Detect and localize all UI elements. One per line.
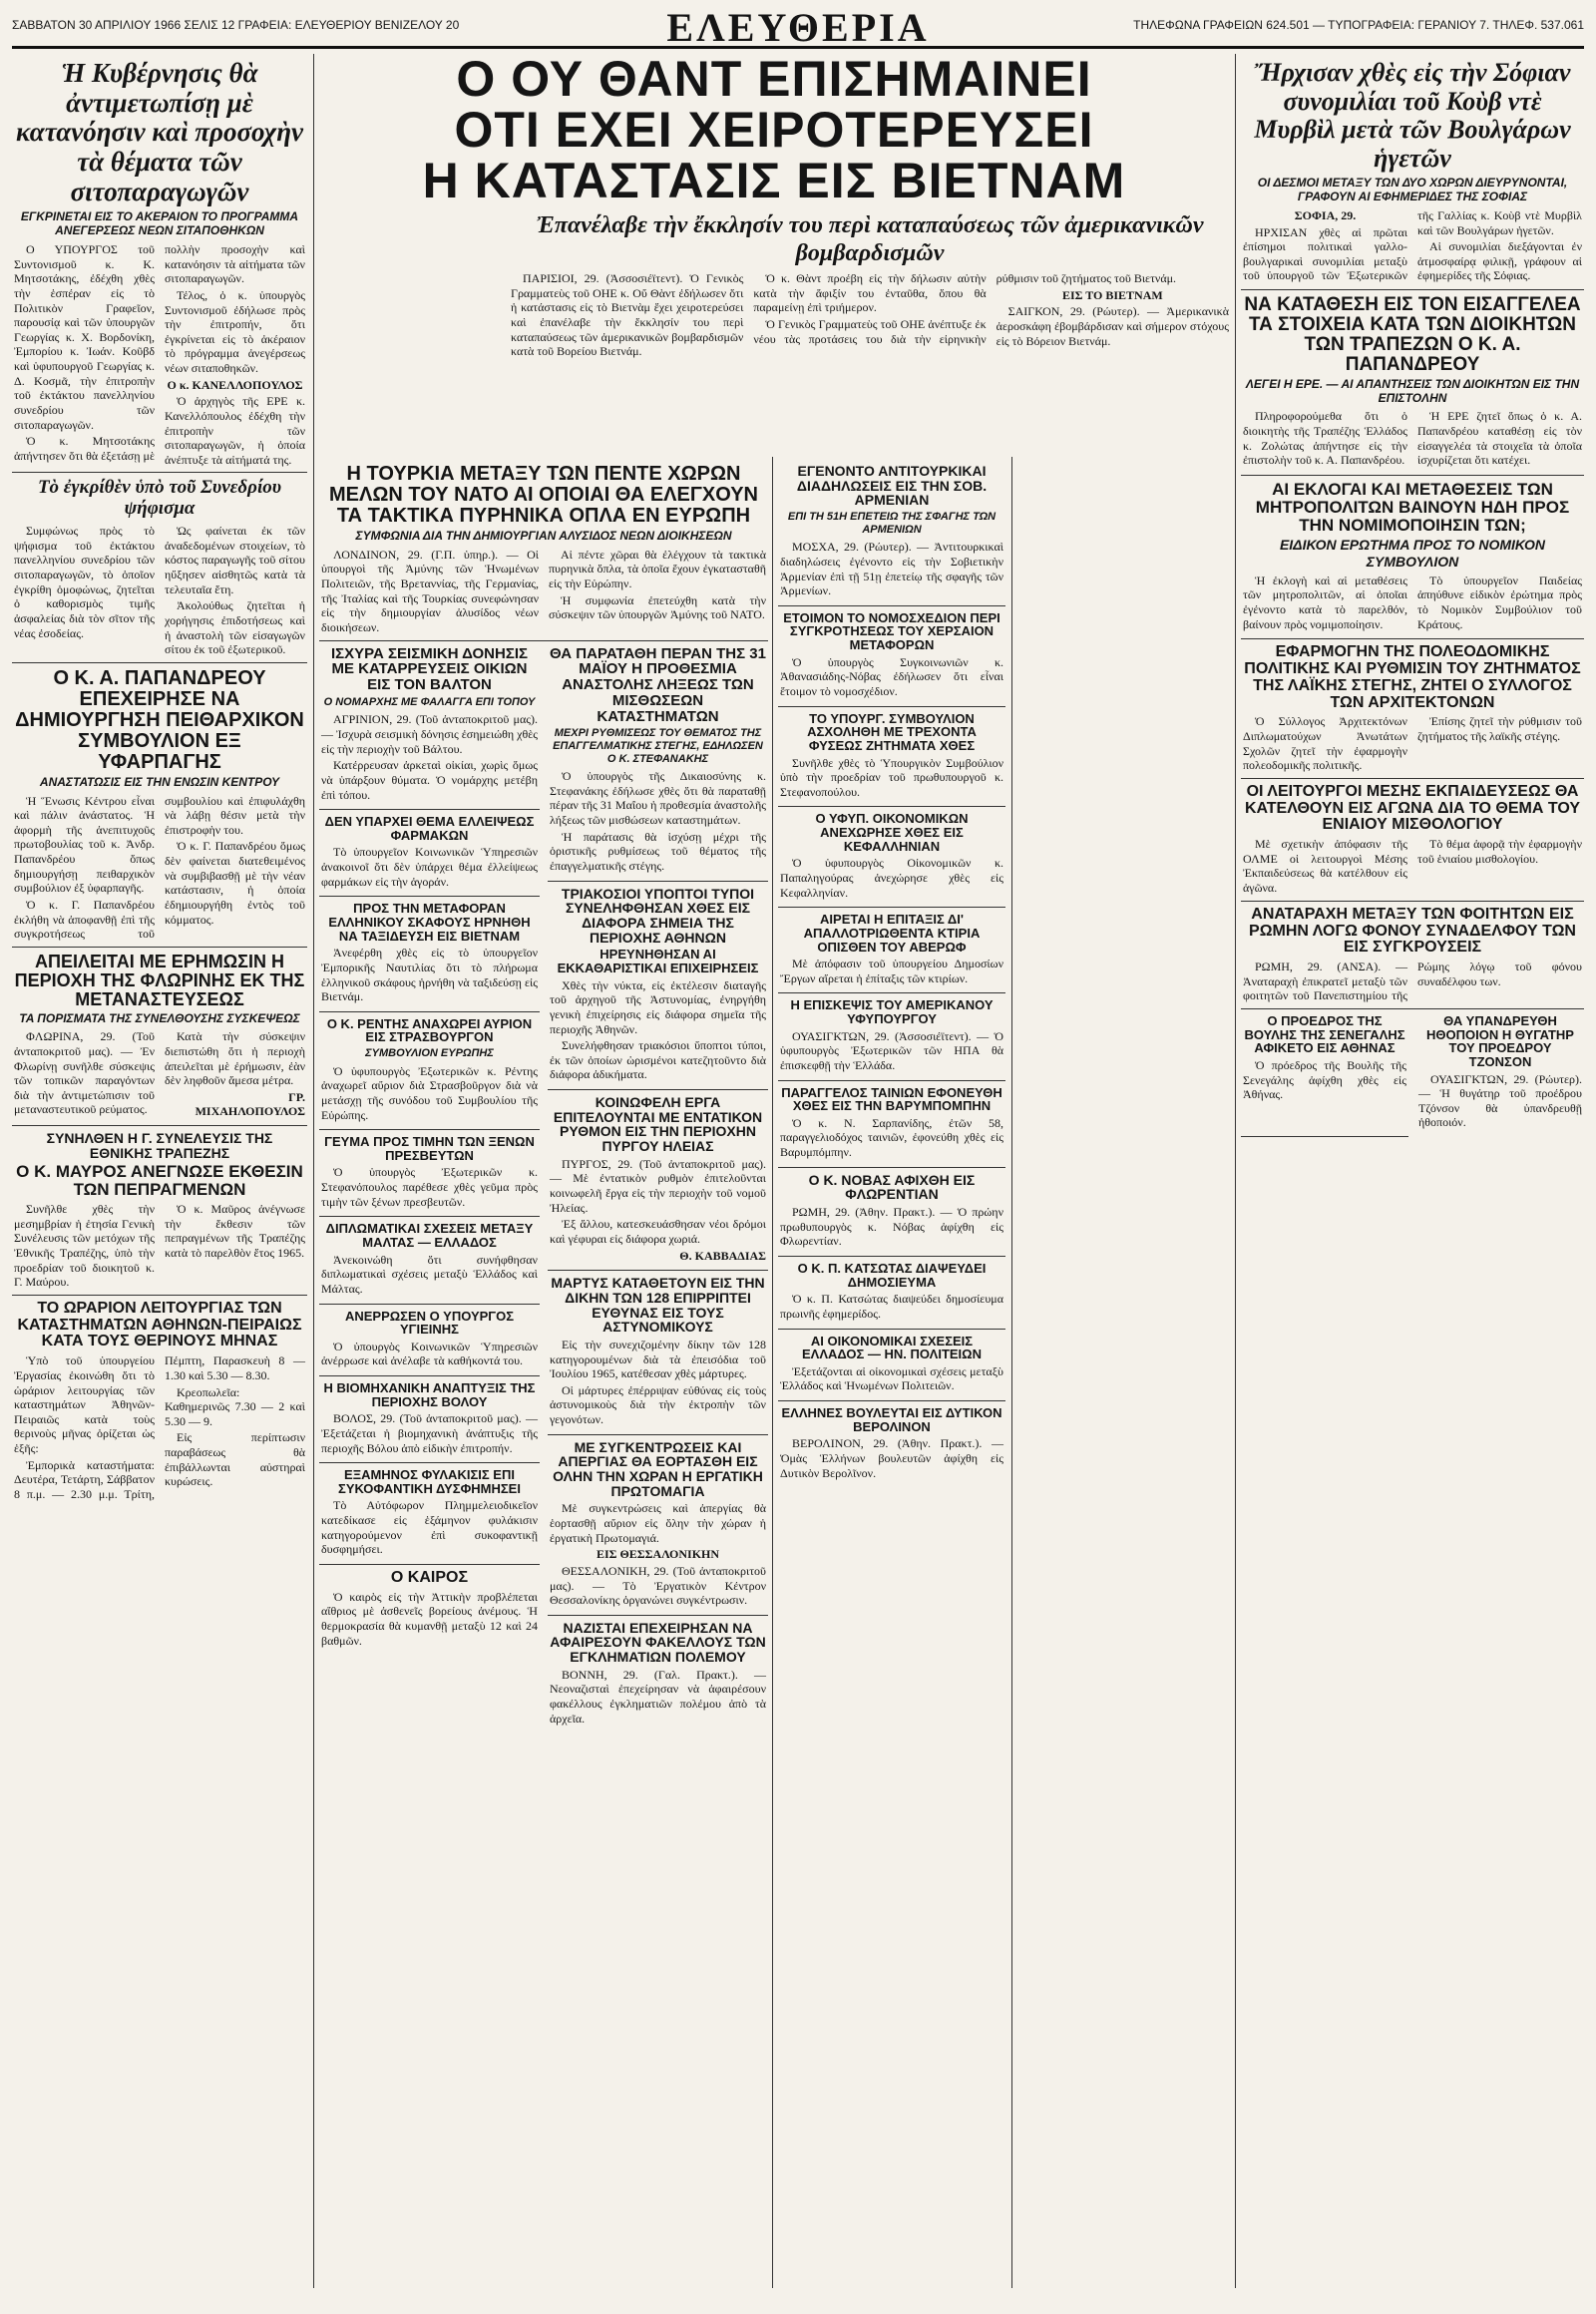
byline: Θ. ΚΑΒΒΑΔΙΑΣ: [679, 1248, 766, 1263]
center-left-column: [319, 459, 768, 2288]
left-column: [12, 54, 307, 2288]
article-novas: [778, 1168, 1005, 1257]
headline: ΕΦΑΡΜΟΓΗΝ ΤΗΣ ΠΟΛΕΟΔΟΜΙΚΗΣ ΠΟΛΙΤΙΚΗΣ ΚΑΙ ΡΥΘΜΙΣΙΝ ΤΟΥ ΖΗΤΗΜΑΤΟΣ ΤΗΣ ΛΑΪΚΗΣ ΣΤΕΓΗΣ, ΖΗΤΕΙ Ο ΣΥΛΛΟΓΟΣ ΤΩΝ ΑΡΧΙΤΕΚΤΟΝΩΝ: [1244, 643, 1581, 711]
headline: Ο ΥΦΥΠ. ΟΙΚΟΝΟΜΙΚΩΝ ΑΝΕΧΩΡΗΣΕ ΧΘΕΣ ΕΙΣ ΚΕΦΑΛΛΗΝΙΑΝ: [815, 811, 969, 854]
paragraph: Ὁ ὑφυπουργὸς Ἐξωτερικῶν κ. Ρέντης ἀναχωρεῖ αὔριον διὰ Στρασβοῦργον διὰ νὰ μετάσχῃ τῆς συνόδου τοῦ Συμβουλίου τῆς Εὐρώπης.: [321, 1063, 538, 1122]
article-varybobi: [778, 1081, 1005, 1168]
article-bouleutai: [778, 1401, 1005, 1487]
headline: ΕΤΟΙΜΟΝ ΤΟ ΝΟΜΟΣΧΕΔΙΟΝ ΠΕΡΙ ΣΥΓΚΡΟΤΗΣΕΩΣ ΤΟΥ ΧΕΡΣΑΙΟΝ ΜΕΤΑΦΟΡΩΝ: [783, 609, 1000, 653]
headline: Ο Κ. Α. ΠΑΠΑΝΔΡΕΟΥ ΕΠΕΧΕΙΡΗΣΕ ΝΑ ΔΗΜΙΟΥΡΓΗΣΗ ΠΕΙΘΑΡΧΙΚΟΝ ΣΥΜΒΟΥΛΙΟΝ ΕΞ ΥΦΑΡΠΑΓΗΣ: [15, 666, 304, 773]
article-volos: [319, 1376, 540, 1463]
paragraph: Ὁ Γενικὸς Γραμματεὺς τοῦ ΟΗΕ ἀνέπτυξε ἐκ νέου τὰς προτάσεις του διὰ τὴν εἰρηνικὴν ρύθμισιν τοῦ ζητήματος τοῦ Βιετνάμ.: [753, 271, 1177, 346]
article-ethniki-trapeza: [12, 1126, 307, 1296]
article-tourkia-nato: [319, 459, 768, 641]
right-column: [1241, 54, 1584, 2288]
headline: ΕΞΑΜΗΝΟΣ ΦΥΛΑΚΙΣΙΣ ΕΠΙ ΣΥΚΟΦΑΝΤΙΚΗ ΔΥΣΦΗΜΗΣΕΙ: [338, 1467, 521, 1496]
headline: Η ΤΟΥΡΚΙΑ ΜΕΤΑΞΥ ΤΩΝ ΠΕΝΤΕ ΧΩΡΩΝ ΜΕΛΩΝ ΤΟΥ ΝΑΤΟ ΑΙ ΟΠΟΙΑΙ ΘΑ ΕΛΕΓΧΟΥΝ ΤΑ ΤΑΚΤΙΚΑ ΠΥΡΗΝΙΚΑ ΟΠΛΑ ΕΝ ΕΥΡΩΠΗ: [329, 463, 758, 527]
headline: Ἡ Κυβέρνησις θὰ ἀντιμετωπίσῃ μὲ κατανόησιν καὶ προσοχὴν τὰ θέματα τῶν σιτοπαραγωγῶν: [15, 58, 304, 206]
article-senegali: [1241, 1009, 1408, 1137]
headline: ΕΓΕΝΟΝΤΟ ΑΝΤΙΤΟΥΡΚΙΚΑΙ ΔΙΑΔΗΛΩΣΕΙΣ ΕΙΣ ΤΗΝ ΣΟΒ. ΑΡΜΕΝΙΑΝ: [796, 463, 988, 509]
headline: Ο ΚΑΙΡΟΣ: [390, 1568, 469, 1586]
headline: Ἤρχισαν χθὲς εἰς τὴν Σόφιαν συνομιλίαι τοῦ Κοὺβ ντὲ Μυρβὶλ μετὰ τῶν Βουλγάρων ἡγετῶν: [1254, 58, 1571, 173]
headline-secondary: Ο Κ. ΜΑΥΡΟΣ ΑΝΕΓΝΩΣΕ ΕΚΘΕΣΙΝ ΤΩΝ ΠΕΠΡΑΓΜΕΝΩΝ: [16, 1162, 303, 1200]
article-malta: [319, 1217, 540, 1304]
banner-headline-line3: Η ΚΑΤΑΣΤΑΣΙΣ ΕΙΣ ΒΙΕΤΝΑΜ: [422, 153, 1126, 208]
paragraph: Κρεοπωλεῖα: Καθημερινῶς 7.30 — 2 καὶ 5.30 — 9.: [165, 1384, 305, 1428]
subheadline: ΤΑ ΠΟΡΙΣΜΑΤΑ ΤΗΣ ΣΥΝΕΛΘΟΥΣΗΣ ΣΥΣΚΕΨΕΩΣ: [19, 1010, 300, 1025]
headline: ΠΡΟΣ ΤΗΝ ΜΕΤΑΦΟΡΑΝ ΕΛΛΗΝΙΚΟΥ ΣΚΑΦΟΥΣ ΗΡΝΗΘΗ ΝΑ ΤΑΞΙΔΕΥΣΗ ΕΙΣ ΒΙΕΤΝΑΜ: [328, 901, 531, 944]
paragraph: Ὁ κ. Γ. Παπανδρέου ἐκλήθη νὰ ἀποφανθῇ ἐπὶ τῆς συγκροτήσεως τοῦ συμβουλίου καὶ ἐπιφυλάχθη νὰ λάβῃ θέσιν μετὰ τὴν ἐπιστροφὴν του.: [14, 793, 305, 942]
article-fylakisi: [319, 1463, 540, 1565]
paragraph: ΠΥΡΓΟΣ, 29. (Τοῦ ἀνταποκριτοῦ μας). — Μὲ ἐντατικὸν ρυθμὸν ἐπιτελοῦνται κοινωφελῆ ἔργα εἰς τὴν περιοχὴν τοῦ νομοῦ Ἠλείας.: [550, 1156, 766, 1215]
paragraph: Οἱ μάρτυρες ἐπέρριψαν εὐθύνας εἰς τοὺς ἀστυνομικοὺς διὰ τὴν ἐκτροπὴν τῶν γεγονότων.: [550, 1382, 766, 1426]
section-label: ΕΙΣ ΘΕΣΣΑΛΟΝΙΚΗΝ: [596, 1547, 720, 1562]
paragraph: Τὸ ὑπουργεῖον Παιδείας ἀπηύθυνε εἰδικὸν ἐρώτημα πρὸς τὸ Νομικὸν Συμβούλιον τοῦ Κράτους.: [1417, 573, 1582, 631]
headline: ΙΣΧΥΡΑ ΣΕΙΣΜΙΚΗ ΔΟΝΗΣΙΣ ΜΕ ΚΑΤΑΡΡΕΥΣΕΙΣ ΟΙΚΙΩΝ ΕΙΣ ΤΟΝ ΒΑΛΤΟΝ: [330, 644, 529, 694]
article-pyrgos: [548, 1090, 768, 1271]
paragraph: Ὁ κ. Π. Κατσώτας διαψεύδει δημοσίευμα πρωινῆς ἐφημερίδος.: [780, 1292, 1003, 1321]
paragraph: Ἐξ ἄλλου, κατεσκευάσθησαν νέοι δρόμοι καὶ γέφυραι εἰς διάφορα χωριά.: [550, 1217, 766, 1246]
paragraph: ΒΕΡΟΛΙΝΟΝ, 29. (Ἀθην. Πρακτ.). — Ὁμὰς Ἑλλήνων βουλευτῶν ἀφίχθη εἰς Δυτικὸν Βερολῖνον.: [780, 1436, 1003, 1480]
paragraph: Ὁ ἀρχηγὸς τῆς ΕΡΕ κ. Κανελλόπουλος ἐδέχθη τὴν ἐπιτροπὴν τῶν σιτοπαραγωγῶν, ἡ ὁποία ἀνέπτυξε τὰ αἰτήματά της.: [165, 394, 305, 467]
paragraph: Ὁ κ. Ν. Σαρπανίδης, ἐτῶν 58, παραγγελιοδόχος ταινιῶν, ἐφονεύθη χθὲς εἰς Βαρυμπόμπην.: [780, 1115, 1003, 1160]
subheadline: ΣΥΜΦΩΝΙΑ ΔΙΑ ΤΗΝ ΔΗΜΙΟΥΡΓΙΑΝ ΑΛΥΣΙΔΟΣ ΝΕΩΝ ΔΙΟΙΚΗΣΕΩΝ: [355, 529, 732, 543]
date-line: ΣΑΒΒΑΤΟΝ 30 ΑΠΡΙΛΙΟΥ 1966 ΣΕΛΙΣ 12 ΓΡΑΦΕΙΑ: ΕΛΕΥΘΕΡΙΟΥ ΒΕΝΙΖΕΛΟΥ 20: [12, 18, 460, 32]
paragraph: Αἱ πέντε χῶραι θὰ ἐλέγχουν τὰ τακτικὰ πυρηνικὰ ὅπλα, τὰ ὁποῖα ἔχουν ἐγκατασταθῆ εἰς τὴν Εὐρώπην.: [549, 547, 766, 591]
paragraph: ΡΩΜΗ, 29. (Ἀθην. Πρακτ.). — Ὁ πρώην πρωθυπουργὸς κ. Νόβας ἀφίχθη εἰς Φλωρεντίαν.: [780, 1205, 1003, 1249]
headline: ΤΟ ΩΡΑΡΙΟΝ ΛΕΙΤΟΥΡΓΙΑΣ ΤΩΝ ΚΑΤΑΣΤΗΜΑΤΩΝ ΑΘΗΝΩΝ-ΠΕΙΡΑΙΩΣ ΚΑΤΑ ΤΟΥΣ ΘΕΡΙΝΟΥΣ ΜΗΝΑΣ: [17, 1299, 302, 1350]
paragraph: Ὁ ὑπουργὸς τῆς Δικαιοσύνης κ. Στεφανάκης ἐδήλωσε χθὲς ὅτι θὰ παραταθῇ πέραν τῆς 31 Μαΐου ἡ προθεσμία ἀναστολῆς λήξεως τῶν μισθώσεων καταστημάτων.: [550, 769, 766, 828]
newspaper-page: [12, 8, 1584, 2292]
paragraph: Χθὲς τὴν νύκτα, εἰς ἐκτέλεσιν διαταγῆς τοῦ ἀρχηγοῦ τῆς Ἀστυνομίας, ἐνηργήθη γενικὴ ἐπιχείρησις εἰς διάφορα σημεῖα τῆς περιοχῆς Ἀθηνῶν.: [550, 977, 766, 1036]
paragraph: Συνῆλθε χθὲς τὴν μεσημβρίαν ἡ ἐτησία Γενικὴ Συνέλευσις τῶν μετόχων τῆς Ἐθνικῆς Τραπέζης, ὑπὸ τὴν προεδρίαν τοῦ διοικητοῦ κ. Γ. Μαύρου.: [14, 1202, 155, 1290]
article-misthologio: [1241, 779, 1584, 902]
paragraph: Τὸ θέμα ἀφορᾷ τὴν ἐφαρμογὴν τοῦ ἑνιαίου μισθολογίου.: [1417, 837, 1582, 866]
paragraph: ΗΡΧΙΣΑΝ χθὲς αἱ πρῶται ἐπίσημοι πολιτικαὶ γαλλο-βουλγαρικαὶ συνομιλίαι μεταξὺ τοῦ ὑπουργοῦ τῶν Ἐξωτερικῶν τῆς Γαλλίας κ. Κοὺβ ντὲ Μυρβὶλ καὶ τῶν Βουλγάρων ἡγετῶν.: [1243, 207, 1582, 283]
column-rule: [1011, 457, 1012, 2288]
paragraph: Τὸ ὑπουργεῖον Κοινωνικῶν Ὑπηρεσιῶν ἀνακοινοῖ ὅτι δὲν ὑπάρχει θέμα ἐλλείψεως φαρμάκων εἰς τὴν ἀγοράν.: [321, 845, 538, 889]
paragraph: Ἐξετάζονται αἱ οἰκονομικαὶ σχέσεις μεταξὺ Ἑλλάδος καὶ Ἡνωμένων Πολιτειῶν.: [780, 1363, 1003, 1393]
headline: ΑΝΑΤΑΡΑΧΗ ΜΕΤΑΞΥ ΤΩΝ ΦΟΙΤΗΤΩΝ ΕΙΣ ΡΩΜΗΝ ΛΟΓΩ ΦΟΝΟΥ ΣΥΝΑΔΕΛΦΟΥ ΤΩΝ ΕΙΣ ΣΥΓΚΡΟΥΣΕΙΣ: [1249, 905, 1576, 957]
paragraph: Ὁ ὑπουργὸς Συγκοινωνιῶν κ. Ἀθανασιάδης-Νόβας ἐδήλωσεν ὅτι εἶναι ἕτοιμον τὸ νομοσχέδιον.: [780, 654, 1003, 699]
subheadline: ΣΥΜΒΟΥΛΙΟΝ ΕΥΡΩΠΗΣ: [365, 1047, 494, 1060]
paragraph: Ἀκολούθως ζητεῖται ἡ χορήγησις ἐπιδοτήσεως καὶ ἡ ἀναστολὴ τῶν εἰσαγωγῶν σίτου ἐκ τοῦ ἐξωτερικοῦ.: [165, 598, 305, 657]
dateline: ΣΟΦΙΑ, 29.: [1294, 207, 1357, 222]
paragraph: ΠΑΡΙΣΙΟΙ, 29. (Ἀσσοσιέϊτεντ). Ὁ Γενικὸς Γραμματεὺς τοῦ ΟΗΕ κ. Οὔ Θὰντ ἐδήλωσεν ὅτι ἡ κατάστασις εἰς τὸ Βιετνὰμ ἔχει χειροτερεύσει καὶ ἐπανέλαβε τὴν ἔκκλησίν του περὶ καταπαύσεως τῶν ἀμερικανικῶν βομβαρδισμῶν κατὰ τοῦ Βορείου Βιετνάμ.: [511, 271, 744, 359]
paragraph: Ἡ ἐκλογὴ καὶ αἱ μεταθέσεις τῶν μητροπολιτῶν, αἱ ὁποῖαι ἐγένοντο κατὰ τὸ παρελθόν, βαίνουν πρὸς νομιμοποίησιν.: [1243, 573, 1407, 631]
headline: ΟΙ ΛΕΙΤΟΥΡΓΟΙ ΜΕΣΗΣ ΕΚΠΑΙΔΕΥΣΕΩΣ ΘΑ ΚΑΤΕΛΘΟΥΝ ΕΙΣ ΑΓΩΝΑ ΔΙΑ ΤΟ ΘΕΜΑ ΤΟΥ ΕΝΙΑΙΟΥ ΜΙΣΘΟΛΟΓΙΟΥ: [1244, 782, 1581, 834]
paragraph: Ο ΥΠΟΥΡΓΟΣ τοῦ Συντονισμοῦ κ. Κ. Μητσοτάκης, ἐδέχθη χθὲς τὴν ἑσπέραν εἰς τὸ Πολιτικὸν Γραφεῖον, παρουσίᾳ καὶ τῶν ὑπουργῶν Γεωργίας κ. Χ. Βορδονίκη, Ἐμπορίου κ. Ἰωάν. Κοῦβδ καὶ ὑφυπουργοῦ Γεωργίας κ. Δ. Κοσμᾶ, τὴν ἐπιτροπὴν τοῦ ἐκτάκτου πανελληνίου συνεδρίου τῶν σιτοπαραγωγῶν.: [14, 242, 155, 432]
center-right-column: [778, 459, 1005, 2288]
headline: Η ΕΠΙΣΚΕΨΙΣ ΤΟΥ ΑΜΕΡΙΚΑΝΟΥ ΥΦΥΠΟΥΡΓΟΥ: [790, 997, 994, 1027]
paragraph: ΒΟΛΟΣ, 29. (Τοῦ ἀνταποκριτοῦ μας). — Ἐξετάζεται ἡ βιομηχανικὴ ἀνάπτυξις τῆς περιοχῆς Βόλου ἀπὸ εἰδικὴν ἐπιτροπήν.: [321, 1411, 538, 1455]
paragraph: Συμφώνως πρὸς τὸ ψήφισμα τοῦ ἐκτάκτου πανελληνίου συνεδρίου τῶν σιτοπαραγωγῶν, τὸ ὁποῖον ἐγκρίθη ὁμοφώνως, ζητεῖται ὁ καθορισμὸς τιμῆς ἀσφαλείας διὰ τὸν σῖτον τῆς νέας ἐσοδείας.: [14, 524, 155, 640]
paragraph: Ἐμπορικὰ καταστήματα: Δευτέρα, Τετάρτη, Σάββατον 8 π.μ. — 2.30 μ.μ. Τρίτη, Πέμπτη, Παρασκευὴ 8 — 1.30 καὶ 5.30 — 8.30.: [14, 1353, 305, 1501]
paragraph: Ὁ κ. Θὰντ προέβη εἰς τὴν δήλωσιν αὐτὴν κατὰ τὴν ἄφιξίν του ἐνταῦθα, ὅπου θὰ παραμείνῃ ἐπὶ τριήμερον.: [753, 271, 987, 315]
subheadline: ΑΝΑΣΤΑΤΩΣΙΣ ΕΙΣ ΤΗΝ ΕΝΩΣΙΝ ΚΕΝΤΡΟΥ: [39, 774, 280, 789]
paragraph: Εἰς τὴν συνεχιζομένην δίκην τῶν 128 κατηγορουμένων διὰ τὰ ἐπεισόδια τοῦ Ἰουλίου 1965, κατέθεσαν χθὲς μάρτυρες.: [550, 1337, 766, 1381]
headline: ΓΕΥΜΑ ΠΡΟΣ ΤΙΜΗΝ ΤΩΝ ΞΕΝΩΝ ΠΡΕΣΒΕΥΤΩΝ: [324, 1134, 535, 1163]
section-label: ΕΙΣ ΤΟ ΒΙΕΤΝΑΜ: [1061, 287, 1163, 302]
headline: Ο ΠΡΟΕΔΡΟΣ ΤΗΣ ΒΟΥΛΗΣ ΤΗΣ ΣΕΝΕΓΑΛΗΣ ΑΦΙΚΕΤΟ ΕΙΣ ΑΘΗΝΑΣ: [1244, 1013, 1405, 1056]
article-kairos: [319, 1565, 540, 1655]
paragraph: Εἰς περίπτωσιν παραβάσεως θὰ ἐπιβάλλωνται αὐστηραὶ κυρώσεις.: [165, 1430, 305, 1489]
headline: ΜΕ ΣΥΓΚΕΝΤΡΩΣΕΙΣ ΚΑΙ ΑΠΕΡΓΙΑΣ ΘΑ ΕΟΡΤΑΣΘΗ ΕΙΣ ΟΛΗΝ ΤΗΝ ΧΩΡΑΝ Η ΕΡΓΑΤΙΚΗ ΠΡΩΤΟΜΑΓΙΑ: [553, 1438, 763, 1499]
paragraph: Μὲ ἀπόφασιν τοῦ ὑπουργείου Δημοσίων Ἔργων αἴρεται ἡ ἐπίταξις τῶν κτιρίων.: [780, 957, 1003, 985]
headline: ΜΑΡΤΥΣ ΚΑΤΑΘΕΤΟΥΝ ΕΙΣ ΤΗΝ ΔΙΚΗΝ ΤΩΝ 128 ΕΠΙΡΡΙΠΤΕΙ ΕΥΘΥΝΑΣ ΕΙΣ ΤΟΥΣ ΑΣΤΥΝΟΜΙΚΟΥΣ: [551, 1275, 765, 1336]
headline: ΑΝΕΡΡΩΣΕΝ Ο ΥΠΟΥΡΓΟΣ ΥΓΙΕΙΝΗΣ: [344, 1308, 515, 1338]
paragraph: Κατὰ τὴν σύσκεψιν διεπιστώθη ὅτι ἡ περιοχὴ ἀπειλεῖται μὲ ἐρήμωσιν, ἐὰν δὲν ληφθοῦν ἄμεσα μέτρα.: [165, 1029, 305, 1088]
headline: ΚΟΙΝΩΦΕΛΗ ΕΡΓΑ ΕΠΙΤΕΛΟΥΝΤΑΙ ΜΕ ΕΝΤΑΤΙΚΟΝ ΡΥΘΜΟΝ ΕΙΣ ΤΗΝ ΠΕΡΙΟΧΗΝ ΠΥΡΓΟΥ ΗΛΕΙΑΣ: [553, 1094, 763, 1155]
paragraph: Μὲ σχετικὴν ἀπόφασιν τῆς ΟΛΜΕ οἱ λειτουργοὶ Μέσης Ἐκπαιδεύσεως θὰ κατέλθουν εἰς ἀγῶνα.: [1243, 837, 1407, 896]
paragraph: Τέλος, ὁ κ. ὑπουργὸς Συντονισμοῦ ἐδήλωσε πρὸς τὴν ἐπιτροπήν, ὅτι ἐγκρίνεται εἰς τὸ ἀκέραιον τὸ πρόγραμμα ἀνεγέρσεως νέων σιταποθηκῶν.: [165, 287, 305, 376]
article-tzonson: [1416, 1009, 1584, 1137]
headline: ΣΥΝΗΛΘΕΝ Η Γ. ΣΥΝΕΛΕΥΣΙΣ ΤΗΣ ΕΘΝΙΚΗΣ ΤΡΑΠΕΖΗΣ: [46, 1130, 273, 1161]
paragraph: Μὲ συγκεντρώσεις καὶ ἀπεργίας θὰ ἑορτασθῇ αὔριον εἰς ὅλην τὴν χώραν ἡ ἐργατικὴ Πρωτομαγιά.: [550, 1501, 766, 1545]
paragraph: Ὁ κ. Μαῦρος ἀνέγνωσε τὴν ἔκθεσιν τῶν πεπραγμένων τῆς Τραπέζης κατὰ τὸ παρελθὸν ἔτος 1965.: [165, 1202, 305, 1261]
article-oikonomikai-sxeseis: [778, 1330, 1005, 1402]
banner-headline-line1: Ο ΟΥ ΘΑΝΤ ΕΠΙΣΗΜΑΙΝΕΙ: [456, 54, 1092, 107]
paragraph: Ὁ καιρὸς εἰς τὴν Ἀττικὴν προβλέπεται αἴθριος μὲ ἀσθενεῖς βορείους ἀνέμους. Ἡ θερμοκρασία θὰ κυμανθῇ μεταξὺ 12 καὶ 24 βαθμῶν.: [321, 1589, 538, 1648]
paragraph: Ὁ ὑφυπουργὸς Οἰκονομικῶν κ. Παπαληγούρας ἀνεχώρησε χθὲς εἰς Κεφαλληνίαν.: [780, 856, 1003, 900]
article-mitropolites: [1241, 476, 1584, 639]
paragraph: Ὁ πρόεδρος τῆς Βουλῆς τῆς Σενεγάλης ἀφίχθη χθὲς εἰς Ἀθήνας.: [1243, 1057, 1406, 1102]
article-kefallinia: [778, 807, 1005, 908]
paragraph: Ἐπίσης ζητεῖ τὴν ρύθμισιν τοῦ ζητήματος τῆς λαϊκῆς στέγης.: [1417, 714, 1582, 743]
paragraph: Ὡς φαίνεται ἐκ τῶν ἀναδεδομένων στοιχείων, τὸ κόστος παραγωγῆς τοῦ σίτου ηὔξησεν αἰσθητῶς κατὰ τὰ τελευταῖα ἔτη.: [165, 524, 305, 596]
headline: Ο Κ. ΡΕΝΤΗΣ ΑΝΑΧΩΡΕΙ ΑΥΡΙΟΝ ΕΙΣ ΣΤΡΑΣΒΟΥΡΓΟΝ: [326, 1015, 533, 1045]
headline: ΘΑ ΥΠΑΝΔΡΕΥΘΗ ΗΘΟΠΟΙΟΝ Η ΘΥΓΑΤΗΡ ΤΟΥ ΠΡΟΕΔΡΟΥ ΤΖΟΝΣΟΝ: [1426, 1013, 1574, 1069]
headline: ΑΙ ΕΚΛΟΓΑΙ ΚΑΙ ΜΕΤΑΘΕΣΕΙΣ ΤΩΝ ΜΗΤΡΟΠΟΛΙΤΩΝ ΒΑΙΝΟΥΝ ΗΔΗ ΠΡΟΣ ΤΗΝ ΝΟΜΙΜΟΠΟΙΗΣΙΝ ΤΩΝ;: [1255, 479, 1570, 535]
paragraph: Ὁ κ. Μητσοτάκης ἀπήντησεν ὅτι θὰ ἐξετάσῃ μὲ πολλὴν προσοχὴν καὶ κατανόησιν τὰ αἰτήματα τῶν σιτοπαραγωγῶν.: [14, 242, 305, 463]
headline: Ο Κ. Π. ΚΑΤΣΩΤΑΣ ΔΙΑΨΕΥΔΕΙ ΔΗΜΟΣΙΕΥΜΑ: [797, 1260, 987, 1290]
headline: ΔΕΝ ΥΠΑΡΧΕΙ ΘΕΜΑ ΕΛΛΕΙΨΕΩΣ ΦΑΡΜΑΚΩΝ: [324, 814, 535, 843]
subheadline: Ο ΝΟΜΑΡΧΗΣ ΜΕ ΦΑΛΑΓΓΑ ΕΠΙ ΤΟΠΟΥ: [323, 695, 536, 708]
article-diki-128: [548, 1271, 768, 1435]
paragraph: Ὁ ὑπουργὸς Κοινωνικῶν Ὑπηρεσιῶν ἀνέρρωσε καὶ ἀνέλαβε τὰ καθήκοντά του.: [321, 1339, 538, 1368]
article-eisaggeleas: [1241, 290, 1584, 476]
paragraph: Ὑπὸ τοῦ ὑπουργείου Ἐργασίας ἐκοινώθη ὅτι τὸ ὡράριον λειτουργίας τῶν καταστημάτων Ἀθηνῶν-Πειραιῶς κατὰ τοὺς θερινοὺς μῆνας ὁρίζεται ὡς ἑξῆς:: [14, 1353, 155, 1456]
article-papandreou-peitharchikon: [12, 663, 307, 948]
article-yfypourgos: [778, 993, 1005, 1080]
article-misthoseis: [548, 641, 768, 882]
article-ypourgiko: [778, 707, 1005, 808]
article-averof: [778, 908, 1005, 993]
headline-secondary: ΗΡΕΥΝΗΘΗΣΑΝ ΑΙ ΕΚΚΑΘΑΡΙΣΤΙΚΑΙ ΕΠΙΧΕΙΡΗΣΕΙΣ: [557, 947, 759, 975]
paragraph: Αἱ συνομιλίαι διεξάγονται ἐν ἀτμοσφαίρᾳ φιλικῇ, γράφουν αἱ ἐφημερίδες τῆς Σόφιας.: [1417, 239, 1582, 283]
paragraph: Ὁ Σύλλογος Ἀρχιτεκτόνων Διπλωματούχων Ἀνωτάτων Σχολῶν ζητεῖ τὴν ἐφαρμογὴν πολεοδομικῆς πολιτικῆς.: [1243, 714, 1407, 773]
paragraph: ΘΕΣΣΑΛΟΝΙΚΗ, 29. (Τοῦ ἀνταποκριτοῦ μας). — Τὸ Ἐργατικὸν Κέντρον Θεσσαλονίκης ὀργανώνει συγκέντρωσιν.: [550, 1563, 766, 1608]
paragraph: Ἡ παράτασις θὰ ἰσχύσῃ μέχρι τῆς ὁριστικῆς ρυθμίσεως τοῦ θέματος τῆς ἐπαγγελματικῆς στέγης.: [550, 829, 766, 873]
banner-headline-line2: ΟΤΙ ΕΧΕΙ ΧΕΙΡΟΤΕΡΕΥΣΕΙ: [454, 102, 1094, 158]
headline: Ο Κ. ΝΟΒΑΣ ΑΦΙΧΘΗ ΕΙΣ ΦΛΩΡΕΝΤΙΑΝ: [808, 1171, 976, 1203]
article-katsotas: [778, 1257, 1005, 1330]
paragraph: ΑΓΡΙΝΙΟΝ, 29. (Τοῦ ἀνταποκριτοῦ μας). — Ἰσχυρὰ σεισμικὴ δόνησις ἐσημειώθη χθὲς εἰς τὴν περιοχὴν τοῦ Βάλτου.: [321, 712, 538, 756]
paragraph: Ἡ ΕΡΕ ζητεῖ ὅπως ὁ κ. Α. Παπανδρέου καταθέσῃ εἰς τὸν εἰσαγγελέα τὰ στοιχεῖα τὰ ὁποῖα ἰσχυρίζεται ὅτι κατέχει.: [1417, 409, 1582, 468]
lead-story: [319, 54, 1229, 453]
article-armenia: [778, 459, 1005, 606]
column-rule: [1235, 54, 1236, 2288]
subheadline: ΕΙΔΙΚΟΝ ΕΡΩΤΗΜΑ ΠΡΟΣ ΤΟ ΝΟΜΙΚΟΝ ΣΥΜΒΟΥΛΙΟΝ: [1279, 537, 1546, 570]
headline: Τὸ ἐγκρίθὲν ὑπὸ τοῦ Συνεδρίου ψήφισμα: [37, 477, 282, 520]
headline: Η ΒΙΟΜΗΧΑΝΙΚΗ ΑΝΑΠΤΥΞΙΣ ΤΗΣ ΠΕΡΙΟΧΗΣ ΒΟΛΟΥ: [323, 1380, 536, 1409]
subheadline: ΛΕΓΕΙ Η ΕΡΕ. — ΑΙ ΑΠΑΝΤΗΣΕΙΣ ΤΩΝ ΔΙΟΙΚΗΤΩΝ ΕΙΣ ΤΗΝ ΕΠΙΣΤΟΛΗΝ: [1245, 376, 1580, 405]
paragraph: Συνελήφθησαν τριακόσιοι ὕποπτοι τύποι, ἐκ τῶν ὁποίων ὡρισμένοι κατεζητοῦντο διὰ διάφορα ἀδικήματα.: [550, 1038, 766, 1082]
headline: ΠΑΡΑΓΓΕΛΟΣ ΤΑΙΝΙΩΝ ΕΦΟΝΕΥΘΗ ΧΘΕΣ ΕΙΣ ΤΗΝ ΒΑΡΥΜΠΟΜΠΗΝ: [781, 1084, 1002, 1114]
article-psifisma: [12, 473, 307, 662]
headline: ΔΙΠΛΩΜΑΤΙΚΑΙ ΣΧΕΣΕΙΣ ΜΕΤΑΞΥ ΜΑΛΤΑΣ — ΕΛΛΑΔΟΣ: [325, 1221, 534, 1250]
article-syllipseis: [548, 882, 768, 1090]
article-foitites-romi: [1241, 902, 1584, 1009]
article-orarion: [12, 1296, 307, 1507]
paragraph: Τὸ Αὐτόφωρον Πλημμελειοδικεῖον κατεδίκασε εἰς ἑξάμηνον φυλάκισιν κατηγορούμενον ἐπὶ συκοφαντικῇ δυσφημήσει.: [321, 1498, 538, 1557]
headline: ΝΑ ΚΑΤΑΘΕΣΗ ΕΙΣ ΤΟΝ ΕΙΣΑΓΓΕΛΕΑ ΤΑ ΣΤΟΙΧΕΙΑ ΚΑΤΑ ΤΩΝ ΔΙΟΙΚΗΤΩΝ ΤΩΝ ΤΡΑΠΕΖΩΝ Ο Κ. Α. ΠΑΠΑΝΔΡΕΟΥ: [1244, 294, 1581, 375]
paragraph: ΜΟΣΧΑ, 29. (Ρώυτερ). — Ἀντιτουρκικαὶ διαδηλώσεις ἐγένοντο εἰς τὴν Σοβιετικὴν Ἀρμενίαν ἐπὶ τῇ 51ῃ ἐπετείῳ τῆς σφαγῆς τῶν Ἀρμενίων.: [780, 540, 1003, 598]
subheadline: ΜΕΧΡΙ ΡΥΘΜΙΣΕΩΣ ΤΟΥ ΘΕΜΑΤΟΣ ΤΗΣ ΕΠΑΓΓΕΛΜΑΤΙΚΗΣ ΣΤΕΓΗΣ, ΕΔΗΛΩΣΕΝ Ο Κ. ΣΤΕΦΑΝΑΚΗΣ: [553, 727, 763, 765]
newspaper-title: ΕΛΕΥΘΕΡΙΑ: [666, 8, 930, 50]
phones-line: ΤΗΛΕΦΩΝΑ ΓΡΑΦΕΙΩΝ 624.501 — ΤΥΠΟΓΡΑΦΕΙΑ: ΓΕΡΑΝΙΟΥ 7. ΤΗΛΕΦ. 537.061: [1133, 18, 1584, 32]
article-architektones: [1241, 639, 1584, 779]
paragraph: Ἡ συμφωνία ἐπετεύχθη κατὰ τὴν σύσκεψιν τῶν ὑπουργῶν Ἀμύνης τοῦ ΝΑΤΟ.: [549, 592, 766, 622]
paragraph: ΟΥΑΣΙΓΚΤΩΝ, 29. (Ρώυτερ). — Ἡ θυγάτηρ τοῦ προέδρου Τζόνσον θὰ ὑπανδρευθῇ ἠθοποιόν.: [1418, 1071, 1582, 1130]
paragraph: Συνῆλθε χθὲς τὸ Ὑπουργικὸν Συμβούλιον ὑπὸ τὴν προεδρίαν τοῦ πρωθυπουργοῦ κ. Στεφανοπούλου.: [780, 755, 1003, 799]
column-rule: [313, 54, 314, 2288]
headline: ΝΑΖΙΣΤΑΙ ΕΠΕΧΕΙΡΗΣΑΝ ΝΑ ΑΦΑΙΡΕΣΟΥΝ ΦΑΚΕΛΛΟΥΣ ΤΩΝ ΕΓΚΛΗΜΑΤΙΩΝ ΠΟΛΕΜΟΥ: [550, 1619, 766, 1666]
article-skafos: [319, 897, 540, 1011]
column-rule: [772, 457, 773, 2288]
paragraph: Ὁ κ. Γ. Παπανδρέου ὅμως δὲν φαίνεται διατεθειμένος νὰ συμβιβασθῇ μὲ τὴν νέαν κατάστασιν, ἡ ὁποία ἐδημιουργήθη ἐντὸς τοῦ κόμματος.: [165, 839, 305, 927]
paragraph: Ἀνεκοινώθη ὅτι συνήφθησαν διπλωματικαὶ σχέσεις μεταξὺ Ἑλλάδος καὶ Μάλτας.: [321, 1252, 538, 1296]
article-farmaka: [319, 810, 540, 897]
paragraph: Ὁ ὑπουργὸς Ἐξωτερικῶν κ. Στεφανόπουλος παρέθεσε χθὲς γεῦμα πρὸς τιμὴν τῶν ξένων πρεσβευτῶν.: [321, 1165, 538, 1209]
paragraph: Ἡ Ἕνωσις Κέντρου εἶναι καὶ πάλιν ἀνάστατος. Ἡ ἀφορμὴ τῆς ἀνεπιτυχοῦς πρωτοβουλίας τοῦ κ. Ἀνδρ. Παπανδρέου ὅπως δημιουργήσῃ πειθαρχικὸν συμβούλιον ἐξ ὑφαρπαγῆς.: [14, 793, 155, 896]
masthead: [12, 8, 1584, 49]
paragraph: ΦΛΩΡΙΝΑ, 29. (Τοῦ ἀνταποκριτοῦ μας). — Ἐν Φλωρίνῃ συνῆλθε σύσκεψις τῶν τοπικῶν παραγόντων διὰ τὴν ἀντιμετώπισιν τοῦ μεταναστευτικοῦ ρεύματος.: [14, 1029, 155, 1117]
banner-deck: Ἐπανέλαβε τὴν ἔκκλησίν του περὶ καταπαύσεως τῶν ἀμερικανικῶν βομβαρδισμῶν: [536, 212, 1204, 266]
headline: ΘΑ ΠΑΡΑΤΑΘΗ ΠΕΡΑΝ ΤΗΣ 31 ΜΑΪΟΥ Η ΠΡΟΘΕΣΜΙΑ ΑΝΑΣΤΟΛΗΣ ΛΗΞΕΩΣ ΤΩΝ ΜΙΣΘΩΣΕΩΝ ΚΑΤΑΣΤΗΜΑΤΩΝ: [550, 644, 766, 725]
article-sofia: [1241, 54, 1584, 290]
headline: ΑΙ ΟΙΚΟΝΟΜΙΚΑΙ ΣΧΕΣΕΙΣ ΕΛΛΑΔΟΣ — ΗΝ. ΠΟΛΙΤΕΙΩΝ: [801, 1333, 982, 1362]
byline: ΓΡ. ΜΙΧΑΗΛΟΠΟΥΛΟΣ: [195, 1089, 305, 1119]
subheadline: ΕΓΚΡΙΝΕΤΑΙ ΕΙΣ ΤΟ ΑΚΕΡΑΙΟΝ ΤΟ ΠΡΟΓΡΑΜΜΑ ΑΝΕΓΕΡΣΕΩΣ ΝΕΩΝ ΣΙΤΑΠΟΘΗΚΩΝ: [20, 209, 299, 238]
headline: ΤΟ ΥΠΟΥΡΓ. ΣΥΜΒΟΥΛΙΟΝ ΑΣΧΟΛΗΘΗ ΜΕ ΤΡΕΧΟΝΤΑ ΦΥΣΕΩΣ ΖΗΤΗΜΑΤΑ ΧΘΕΣ: [807, 710, 977, 753]
article-rentis: [319, 1012, 540, 1130]
article-gevma: [319, 1130, 540, 1217]
article-protomagia: [548, 1435, 768, 1616]
paragraph: ΒΟΝΝΗ, 29. (Γαλ. Πρακτ.). — Νεοναζισταὶ ἐπεχείρησαν νὰ ἀφαιρέσουν φακέλλους ἐγκληματιῶν πολέμου ἀπὸ τὰ ἀρχεῖα.: [550, 1667, 766, 1726]
paragraph: Ἀνεφέρθη χθὲς εἰς τὸ ὑπουργεῖον Ἐμπορικῆς Ναυτιλίας ὅτι τὸ πλήρωμα ἑλληνικοῦ σκάφους ἠρνήθη νὰ ταξιδεύσῃ εἰς Βιετνάμ.: [321, 946, 538, 1004]
subheadline: ΟΙ ΔΕΣΜΟΙ ΜΕΤΑΞΥ ΤΩΝ ΔΥΟ ΧΩΡΩΝ ΔΙΕΥΡΥΝΟΝΤΑΙ, ΓΡΑΦΟΥΝ ΑΙ ΕΦΗΜΕΡΙΔΕΣ ΤΗΣ ΣΟΦΙΑΣ: [1257, 176, 1568, 204]
headline: ΑΠΕΙΛΕΙΤΑΙ ΜΕ ΕΡΗΜΩΣΙΝ Η ΠΕΡΙΟΧΗ ΤΗΣ ΦΛΩΡΙΝΗΣ ΕΚ ΤΗΣ ΜΕΤΑΝΑΣΤΕΥΣΕΩΣ: [14, 951, 305, 1009]
subheadline: ΕΠΙ ΤΗ 51Η ΕΠΕΤΕΙΩ ΤΗΣ ΣΦΑΓΗΣ ΤΩΝ ΑΡΜΕΝΙΩΝ: [787, 511, 997, 536]
paragraph: ΣΑΙΓΚΟΝ, 29. (Ρώυτερ). — Ἀμερικανικὰ ἀεροσκάφη ἐβομβάρδισαν καὶ σήμερον στόχους εἰς τὸ Βόρειον Βιετνάμ.: [996, 304, 1229, 348]
headline: ΤΡΙΑΚΟΣΙΟΙ ΥΠΟΠΤΟΙ ΤΥΠΟΙ ΣΥΝΕΛΗΦΘΗΣΑΝ ΧΘΕΣ ΕΙΣ ΔΙΑΦΟΡΑ ΣΗΜΕΙΑ ΤΗΣ ΠΕΡΙΟΧΗΣ ΑΘΗΝΩΝ: [561, 885, 755, 946]
paragraph: ΛΟΝΔΙΝΟΝ, 29. (Γ.Π. ὑπηρ.). — Οἱ ὑπουργοὶ τῆς Ἀμύνης τῶν Ἡνωμένων Πολιτειῶν, τῆς Βρεταννίας, τῆς Γερμανίας, τῆς Ἰταλίας καὶ τῆς Τουρκίας συνεφώνησαν εἰς τὴν δημιουργίαν ἀλυσίδος νέων διοικήσεων.: [321, 547, 539, 634]
article-seismos: [319, 641, 540, 811]
paragraph: ΡΩΜΗ, 29. (ΑΝΣΑ). — Ἀναταραχὴ ἐπικρατεῖ μεταξὺ τῶν φοιτητῶν τοῦ Πανεπιστημίου τῆς Ρώμης λόγῳ τοῦ φόνου συναδέλφου των.: [1243, 960, 1582, 1003]
article-florina: [12, 948, 307, 1126]
headline: ΑΙΡΕΤΑΙ Η ΕΠΙΤΑΞΙΣ ΔΙ' ΑΠΑΛΛΟΤΡΙΩΘΕΝΤΑ ΚΤΙΡΙΑ ΟΠΙΣΘΕΝ ΤΟΥ ΑΒΕΡΩΦ: [803, 912, 981, 955]
section-label: Ο κ. ΚΑΝΕΛΛΟΠΟΥΛΟΣ: [167, 377, 303, 392]
paragraph: Κατέρρευσαν ἀρκεταὶ οἰκίαι, χωρὶς ὅμως νὰ ὑπάρξουν θύματα. Ὁ νομάρχης μετέβη ἐπὶ τόπου.: [321, 758, 538, 802]
article-ygieinis: [319, 1305, 540, 1377]
article-sitoparagogoi: [12, 54, 307, 473]
article-metafores: [778, 606, 1005, 707]
headline: ΕΛΛΗΝΕΣ ΒΟΥΛΕΥΤΑΙ ΕΙΣ ΔΥΤΙΚΟΝ ΒΕΡΟΛΙΝΟΝ: [781, 1405, 1002, 1434]
paragraph: ΟΥΑΣΙΓΚΤΩΝ, 29. (Ἀσσοσιέϊτεντ). — Ὁ ὑφυπουργὸς Ἐξωτερικῶν τῶν ΗΠΑ θὰ ἐπισκεφθῇ τὴν Ἑλλάδα.: [780, 1028, 1003, 1072]
paragraph: Πληροφορούμεθα ὅτι ὁ διοικητὴς τῆς Τραπέζης Ἑλλάδος κ. Ζολώτας ἀπήντησε εἰς τὴν ἐπιστολὴν τοῦ κ. Α. Παπανδρέου.: [1243, 409, 1407, 468]
article-nazistai: [548, 1616, 768, 1734]
